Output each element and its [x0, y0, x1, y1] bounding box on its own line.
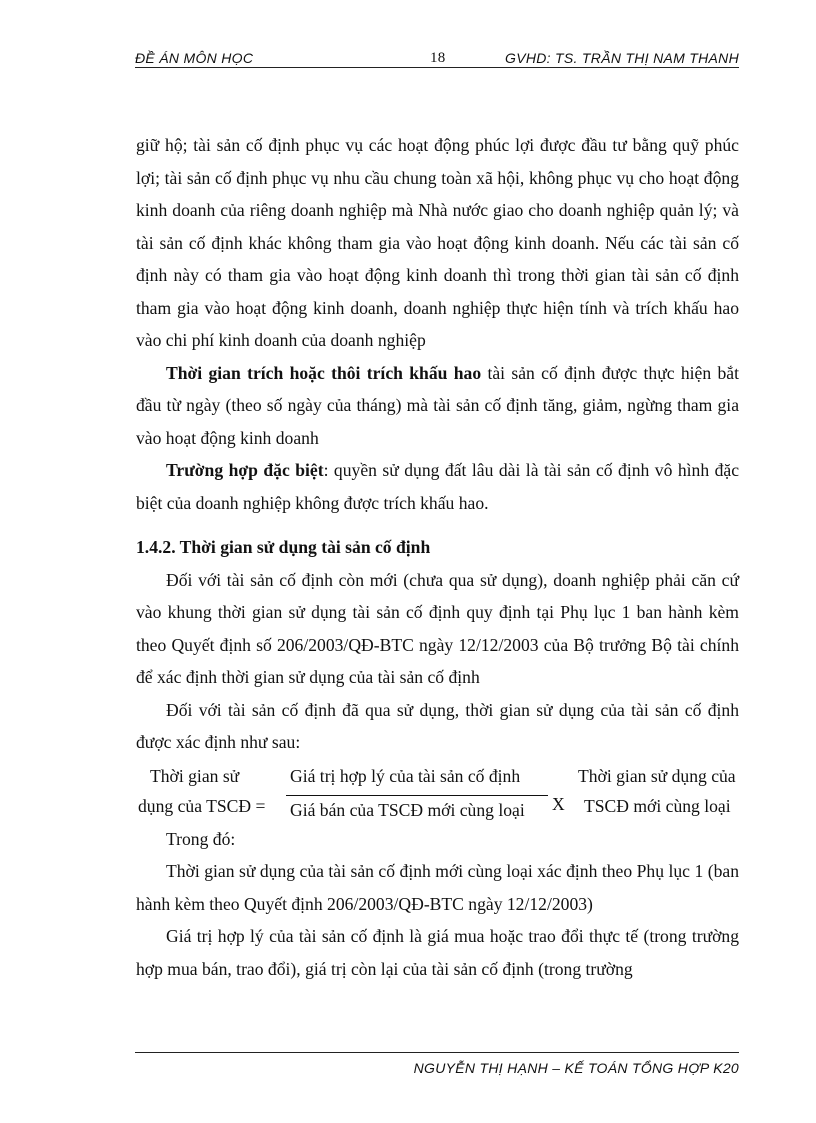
paragraph-3-bold: Trường hợp đặc biệt	[166, 460, 324, 480]
formula-times: X	[552, 793, 565, 814]
page-footer	[135, 1052, 739, 1077]
paragraph-6: Trong đó:	[166, 828, 236, 849]
paragraph-1: giữ hộ; tài sản cố định phục vụ các hoạt động phúc lợi được đầu tư bằng quỹ phúc lợi; tài sản cố định phục vụ nhu cầu chung toàn xã hội, không phục vụ cho hoạt động kinh doanh của riêng doanh nghiệp mà Nhà nước giao cho doanh nghiệp quản lý; và tài sản cố định khác không tham gia vào hoạt động kinh doanh. Nếu các tài sản cố định này có tham gia vào hoạt động kinh doanh thì trong thời gian tài sản cố định tham gia vào hoạt động kinh doanh, doanh nghiệp thực hiện tính và trích khấu hao vào chi phí kinh doanh của doanh nghiệp	[136, 135, 739, 350]
formula-rhs-line2: TSCĐ mới cùng loại	[584, 795, 731, 816]
document-body	[136, 129, 739, 985]
page-header	[135, 47, 739, 68]
formula-numerator: Giá trị hợp lý của tài sản cố định	[290, 765, 521, 786]
section-heading: 1.4.2. Thời gian sử dụng tài sản cố định	[136, 537, 431, 557]
formula-lhs-line1: Thời gian sử	[150, 765, 240, 786]
paragraph-2-text: tài sản cố định được thực hiện bắt đầu từ ngày (theo số ngày của tháng) mà tài sản cố định tăng, giảm, ngừng tham gia vào hoạt động kinh doanh	[136, 362, 739, 448]
paragraph-3	[136, 454, 739, 519]
paragraph-4: Đối với tài sản cố định còn mới (chưa qua sử dụng), doanh nghiệp phải căn cứ vào khung thời gian sử dụng tài sản cố định quy định tại Phụ lục 1 ban hành kèm theo Quyết định số 206/2003/QĐ-BTC ngày 12/12/2003 của Bộ trưởng Bộ tài chính để xác định thời gian sử dụng của tài sản cố định	[136, 569, 739, 687]
page-number: 18	[430, 50, 446, 66]
formula-denominator: Giá bán của TSCĐ mới cùng loại	[290, 799, 525, 820]
paragraph-2	[136, 357, 739, 455]
paragraph-8: Giá trị hợp lý của tài sản cố định là giá mua hoặc trao đổi thực tế (trong trường hợp mua bán, trao đổi), giá trị còn lại của tài sản cố định (trong trường	[136, 926, 739, 979]
formula	[134, 759, 754, 823]
paragraph-2-bold: Thời gian trích hoặc thôi trích khấu hao	[166, 362, 482, 383]
fraction-line	[286, 795, 548, 796]
paragraph-5: Đối với tài sản cố định đã qua sử dụng, thời gian sử dụng của tài sản cố định được xác định như sau:	[136, 699, 739, 752]
paragraph-3-text: : quyền sử dụng đất lâu dài là tài sản cố định vô hình đặc biệt của doanh nghiệp không được trích khấu hao.	[136, 460, 740, 513]
paragraph-7: Thời gian sử dụng của tài sản cố định mới cùng loại xác định theo Phụ lục 1 (ban hành kèm theo Quyết định 206/2003/QĐ-BTC ngày 12/12/2003)	[136, 861, 739, 914]
formula-lhs-line2: dụng của TSCĐ =	[138, 795, 266, 816]
header-course-title: ĐỀ ÁN MÔN HỌC	[135, 50, 254, 66]
formula-rhs-line1: Thời gian sử dụng của	[578, 765, 736, 786]
footer-author: NGUYỄN THỊ HẠNH – KẾ TOÁN TỔNG HỢP K20	[413, 1060, 739, 1076]
header-supervisor: GVHD: TS. TRẦN THỊ NAM THANH	[505, 50, 739, 66]
